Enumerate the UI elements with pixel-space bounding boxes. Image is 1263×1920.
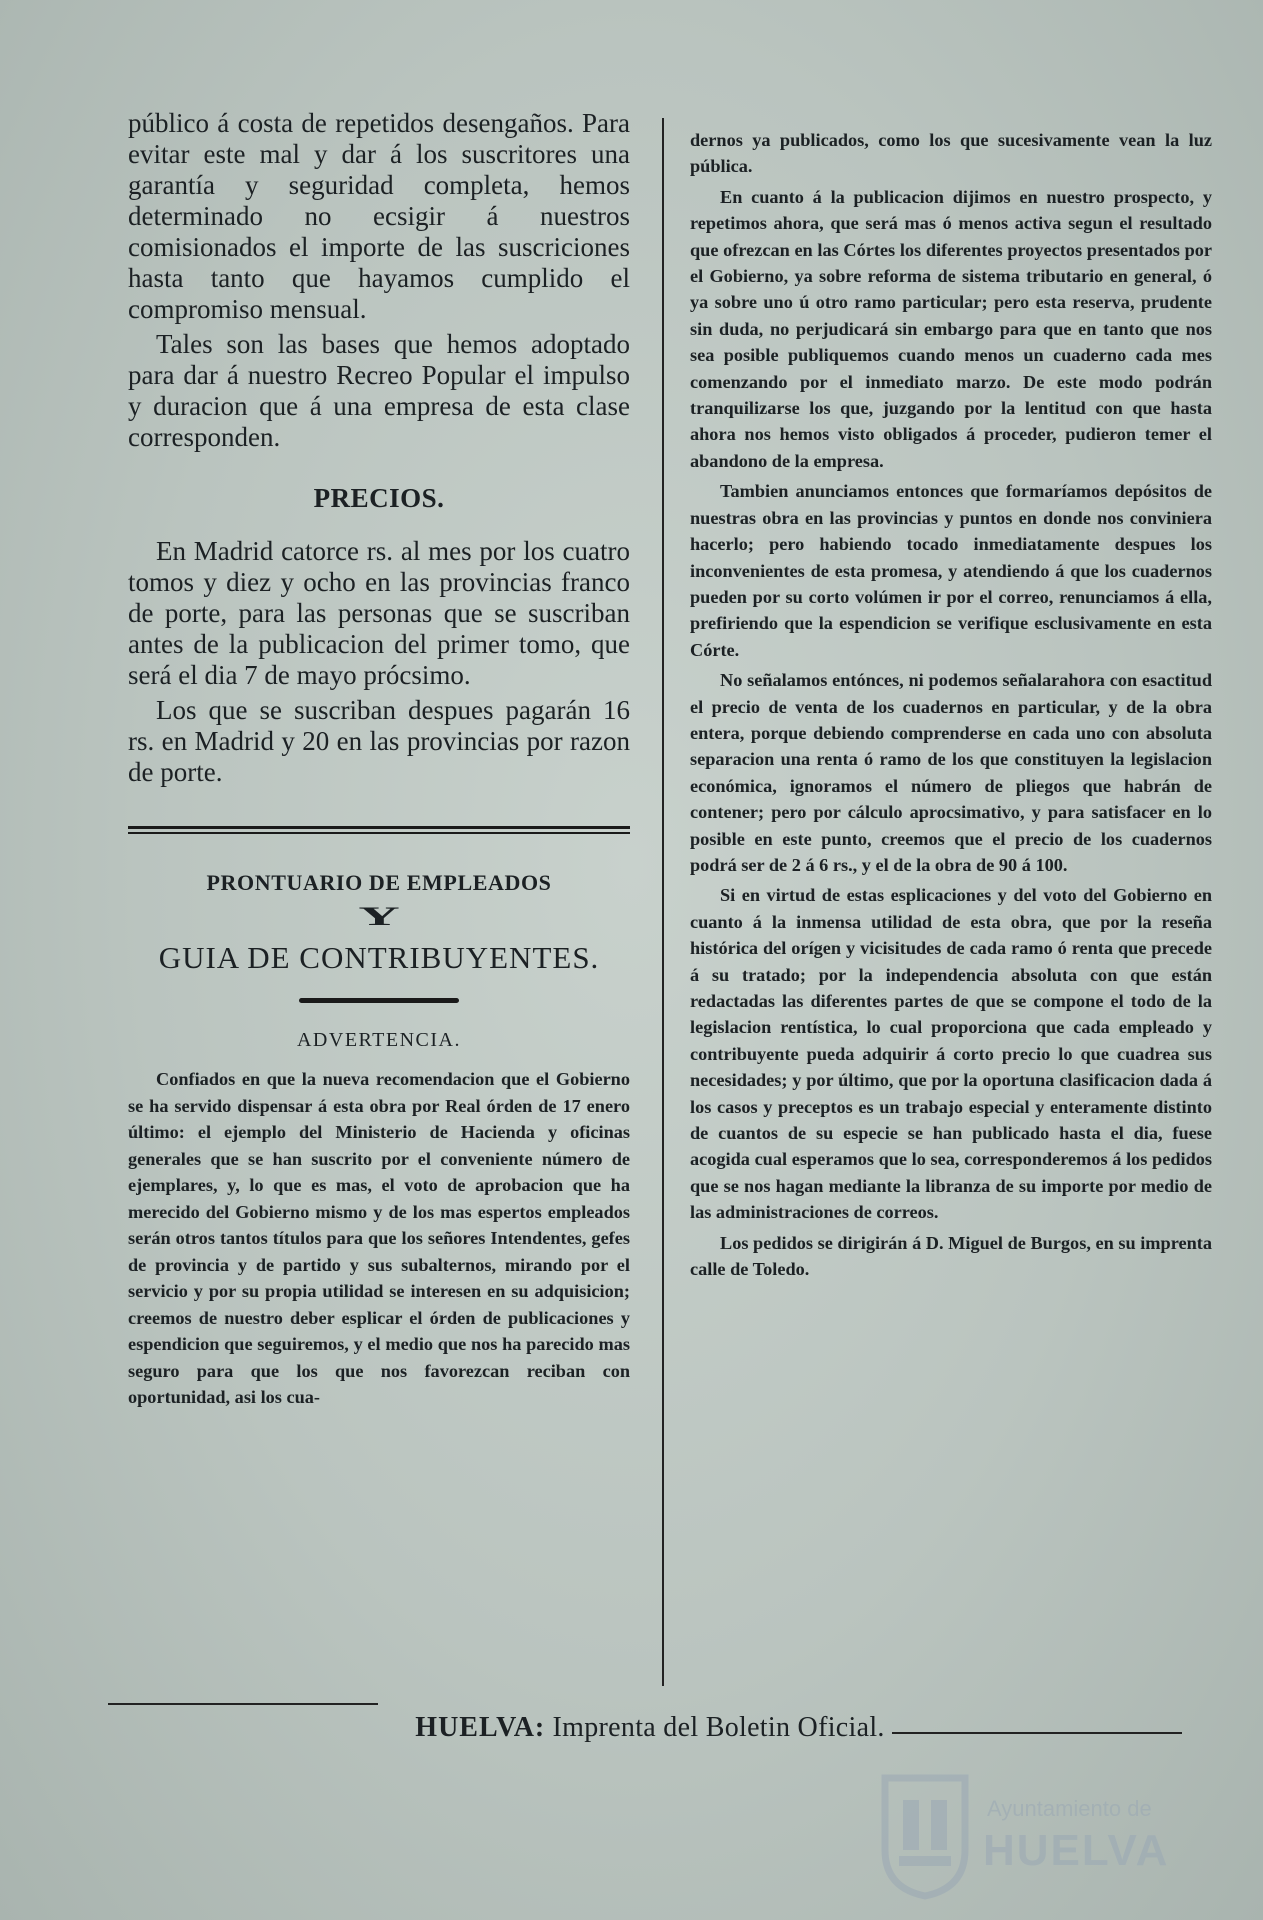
section-rule xyxy=(299,998,459,1003)
bases-paragraph: Tales son las bases que hemos adoptado para dar á nuestro Recreo Popular el impulso y duracion que á una empresa de esta clase corresponden. xyxy=(128,329,630,452)
imprint-text: Imprenta del Boletin Oficial. xyxy=(552,1712,885,1743)
right-paragraph-1: dernos ya publicados, como los que sucesivamente vean la luz pública. xyxy=(690,130,1212,177)
intro-paragraph: público á costa de repetidos desengaños. Para evitar este mal y dar á los suscritores una garantía y seguridad completa, hemos determinado no ecsigir á nuestros comisionados el importe de las suscriciones hasta tanto que hayamos cumplido el compromiso mensual. xyxy=(128,108,630,324)
prontuario-title: PRONTUARIO DE EMPLEADOS xyxy=(206,870,552,895)
right-paragraph-4: No señalamos entónces, ni podemos señalarahora con esactitud el precio de venta de los cuadernos en particular, y de la obra entera, porque debiendo comprenderse en cada uno con absoluta separacion una renta ó ramo de los que constituyen la legislacion económica, ignoramos el número de pliegos que habrán de contener; pero por cálculo aprocsimativo, y para satisfacer en lo posible en este punto, creemos que el precio de los cuadernos podrá ser de 2 á 6 rs., y el de la obra de 90 á 100. xyxy=(690,670,1212,875)
right-paragraph-5: Si en virtud de estas esplicaciones y del voto del Gobierno en cuanto á la inmensa utilidad de esta obra, que por la reseña histórica del orígen y vicisitudes de cada ramo ó renta que precede á su tratado; por la independencia absoluta con que están redactadas las diferentes partes de que se compone el todo de la legislacion rentística, lo cual proporciona que cada empleado y contribuyente pueda adquirir á corto precio lo que cuadrea sus necesidades; y por último, que por la oportuna clasificacion dada á los casos y preceptos es un trabajo especial y enteramente distinto de cuantos de su especie se han publicado hasta el dia, fuese acogida cual esperamos que lo sea, corresponderemos á los pedidos que se nos hagan mediante la libranza de su importe por medio de las administraciones de correos. xyxy=(690,885,1212,1223)
watermark-line-1: Ayuntamiento de xyxy=(987,1796,1152,1821)
ayuntamiento-watermark xyxy=(875,1770,1205,1900)
precios-paragraph-2: Los que se suscriban despues pagarán 16 rs. en Madrid y 20 en las provincias por razon de porte. xyxy=(128,695,630,787)
double-rule-divider xyxy=(128,826,630,834)
imprint-place: HUELVA: xyxy=(415,1712,546,1743)
precios-heading: PRECIOS. xyxy=(313,483,445,513)
conjunction-mark: Y xyxy=(358,902,400,931)
column-divider xyxy=(662,118,664,1686)
right-paragraph-3: Tambien anunciamos entonces que formaríamos depósitos de nuestras obra en las provincias y puntos en donde nos conviniera hacerlo; pero habiendo tocado inmediatamente despues los inconvenientes de esta promesa, y atendiendo á que los cuadernos pueden por su corto volúmen ir por el correo, renunciamos á ella, prefiriendo que la espendicion se verifique esclusivamente en esta Córte. xyxy=(690,481,1212,660)
watermark-line-2: HUELVA xyxy=(983,1826,1170,1875)
right-paragraph-6: Los pedidos se dirigirán á D. Miguel de Burgos, en su imprenta calle de Toledo. xyxy=(690,1232,1212,1280)
left-column xyxy=(128,108,630,1411)
right-paragraph-2: En cuanto á la publicacion dijimos en nuestro prospecto, y repetimos ahora, que será mas ó menos activa segun el resultado que ofrezcan en las Córtes los diferentes proyectos presentados por el Gobierno, ya sobre reforma de sistema tributario en general, ó ya sobre uno ú otro ramo particular; pero esta reserva, prudente sin duda, no perjudicará sin embargo para que en tanto que nos sea posible publiquemos cuando menos un cuaderno cada mes comenzando por el inmediato marzo. De este modo podrán tranquilizarse los que, juzgando por la lentitud con que hasta ahora nos hemos visto obligados á proceder, pudieron temer el abandono de la empresa. xyxy=(690,186,1212,471)
advertencia-heading: ADVERTENCIA. xyxy=(296,1029,461,1051)
imprint-footer xyxy=(300,1712,1000,1744)
guia-title: GUIA DE CONTRIBUYENTES. xyxy=(158,940,600,975)
coat-of-arms-icon xyxy=(875,1770,975,1900)
precios-paragraph: En Madrid catorce rs. al mes por los cuatro tomos y diez y ocho en las provincias franco de porte, para las personas que se suscriban antes de la publicacion del primer tomo, que será el dia 7 de mayo prócsimo. xyxy=(128,536,630,690)
right-column xyxy=(690,127,1212,1282)
footer-rule-left xyxy=(108,1703,378,1705)
advertencia-paragraph: Confiados en que la nueva recomendacion que el Gobierno se ha servido dispensar á esta obra por Real órden de 17 enero último: el ejemplo del Ministerio de Hacienda y oficinas generales que se han suscrito por el conveniente número de ejemplares, y, lo que es mas, el voto de aprobacion que ha merecido del Gobierno mismo y de los mas espertos empleados serán otros tantos títulos para que los señores Intendentes, gefes de provincia y de partido y sus subalternos, mirando por el servicio y por su propia utilidad se interesen en su adquisicion; creemos de nuestro deber esplicar el órden de publicaciones y espendicion que seguiremos, y el medio que nos ha parecido mas seguro para que los que nos favorezcan reciban con oportunidad, asi los cua- xyxy=(128,1069,630,1407)
